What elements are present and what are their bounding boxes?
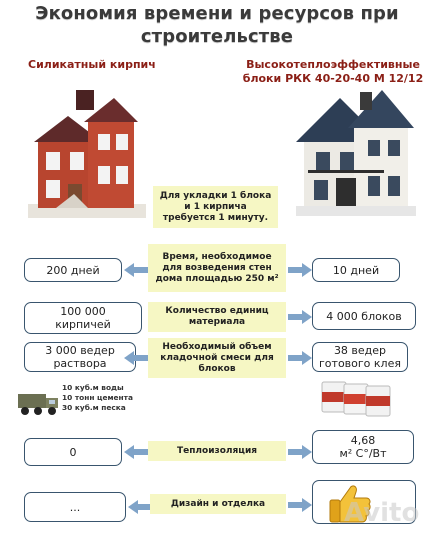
right-value-quantity: 4 000 блоков (312, 302, 416, 330)
truck-notes: 10 куб.м воды 10 тонн цемента 30 куб.м песка (62, 383, 133, 412)
page-title: Экономия времени и ресурсов при строительстве (35, 3, 399, 47)
watermark: Avito (344, 498, 420, 528)
left-value-quantity: 100 000 кирпичей (24, 302, 142, 334)
criterion-time: Время, необходимое для возведения стен дома площадью 250 м² (148, 244, 286, 292)
left-arrow (124, 351, 148, 365)
right-arrow (288, 498, 312, 512)
right-value-mortar: 38 ведер готового клея (312, 342, 408, 372)
criterion-mortar: Необходимый объем кладочной смеси для блоков (148, 338, 286, 378)
right-arrow (288, 310, 312, 324)
left-value-design: ... (24, 492, 126, 522)
block-house-image (296, 84, 416, 216)
top-note: Для укладки 1 блока и 1 кирпича требуется 1 минуту. (153, 186, 278, 228)
left-column-heading: Силикатный кирпич (28, 58, 156, 71)
brick-house-image (28, 86, 146, 218)
criterion-insulation: Теплоизоляция (148, 441, 286, 461)
right-arrow (288, 263, 312, 277)
glue-buckets-image (320, 378, 392, 418)
left-arrow (124, 445, 148, 459)
criterion-design: Дизайн и отделка (150, 494, 286, 514)
right-value-time: 10 дней (312, 258, 400, 282)
left-value-mortar: 3 000 ведер раствора (24, 342, 136, 372)
right-arrow (288, 445, 312, 459)
right-arrow (288, 351, 312, 365)
left-value-time: 200 дней (24, 258, 122, 282)
right-value-insulation: 4,68 м² С°/Вт (312, 430, 414, 464)
criterion-quantity: Количество единиц материала (148, 302, 286, 332)
left-value-insulation: 0 (24, 438, 122, 466)
truck-icon (16, 390, 60, 416)
left-arrow (128, 500, 150, 514)
left-arrow (124, 263, 148, 277)
right-column-heading: Высокотеплоэффективные блоки РКК 40-20-40 М 12/12 (242, 58, 424, 85)
